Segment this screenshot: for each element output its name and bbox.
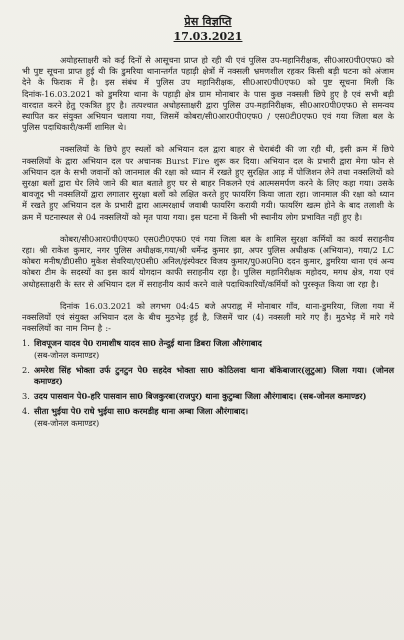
document-date: 17.03.2021 <box>173 30 243 43</box>
paragraph-encounter <box>22 144 394 222</box>
list-item-number: 1. <box>22 338 30 349</box>
list-item-text: शिवपूजन यादव पे0 रामाशीष यादव सा0 तेन्दुई थाना डिबरा जिला औरंगाबाद <box>34 338 262 349</box>
paragraph-text: दिनांक 16.03.2021 को लगभग 04:45 बजे अपराह्न में मोनाबार गाँव, थाना-डुमरिया, जिला गया में नक्सलियों एवं संयुक्त अभियान दल के बीच मुठभेड़ हुई है, जिसमें चार (4) नक्सली मारे गए हैं। मुठभेड़ में मारे गये नक्सलियों का नाम निम्न है :- <box>22 300 394 334</box>
press-release-header <box>22 10 394 43</box>
paragraph-summary <box>22 301 394 335</box>
list-item-role: (सब-जोनल कमाण्डर) <box>34 349 100 360</box>
list-item-number: 3. <box>22 391 30 402</box>
list-item-number: 2. <box>22 364 30 375</box>
killed-naxals-list <box>22 338 394 428</box>
list-item-number: 4. <box>22 406 30 417</box>
list-item <box>22 338 394 360</box>
list-item <box>22 365 394 387</box>
list-item <box>22 391 394 402</box>
paragraph-intelligence <box>22 55 394 133</box>
list-item-text: अमरेश सिंह भोक्ता उर्फ टुनटुन पे0 सहदेव भोक्ता सा0 कोठिलवा थाना बॉकेबाजार(लुटुआ) जिला गया। (जोनल कमाण्डर) <box>34 364 394 387</box>
list-item-role: (सब-जोनल कमाण्डर) <box>34 417 100 428</box>
paragraph-text: कोबरा/सी0आर0पी0एफ0 एस0टी0एफ0 एवं गया जिला बल के शामिल सुरक्षा कर्मियों का कार्य सराहनीय रहा। श्री राकेश कुमार, नगर पुलिस अधीक्षक,गया/श्री धर्मेन्द्र कुमार झा, अपर पुलिस अधीक्षक (अभियान), गया/2 LC कोबरा मनीष/डी0सी0 मुकेश सेवरिया/ए0सी0 अनिल/इंस्पेक्टर विजय कुमार/पु0अ0नि0 ददन कुमार, डुमरिया थाना एवं अन्य कोबरा टीम के सदस्यों का इस कार्य योगदान काफी सराहनीय रहा है। पुलिस महानिरीक्षक महोदय, मगध क्षेत्र, गया एवं अधोहस्ताक्षरी के स्तर से अभियान दल में सराहनीय कार्य करने वाले पदाधिकारियों/कर्मियों को पुरस्कृत किया जा रहा है। <box>22 233 394 289</box>
paragraph-appreciation <box>22 234 394 290</box>
list-item <box>22 406 394 428</box>
paragraph-text: नक्सलियों के छिपे हुए स्थलों को अभियान दल द्वारा बाहर से घेराबंदी की जा रही थी, इसी क्रम में छिपे नक्सलियों के द्वारा अभियान दल पर अचानक Burst Fire शुरू कर दिया। अभियान दल के प्रभारी द्वारा मेगा फोन से अभियान दल के सभी जवानों को जानमाल की रक्षा को ध्यान में रखते हुए सुरक्षित आड़ में पोजिशन लेने तथा नक्सलियों को सुरक्षा बलों द्वारा घेर लिये जाने की बात बताते हुए घर से बाहर निकलने एवं आत्मसमर्पण करने के लिए कहा गया। उसके बावजूद भी नक्सलियों द्वारा लगातार सुरक्षा बलों को लक्षित करते हुए फायरिंग किया जाता रहा। जानमाल की रक्षा को ध्यान में रखते हुए अभियान दल के प्रभारी द्वारा आत्मरक्षार्थ जवाबी फायरिंग करायी गयी। फायरिंग खत्म होने के बाद तलाशी के क्रम में घटनास्थल से 04 नक्सलियों को मृत पाया गया। इस घटना में किसी भी स्थानीय लोग प्रभावित नहीं हुए है। <box>22 144 394 222</box>
list-item-text: सीता भुईया पे0 राधे भुईया सा0 करमडीह थाना अम्बा जिला औरंगाबाद। <box>34 406 249 417</box>
paragraph-text: अयोहस्ताक्षरी को कई दिनों से आसूचना प्राप्त हो रही थी एवं पुलिस उप-महानिरीक्षक, सी0आर0पी0एफ0 को भी पुष्ट सूचना प्राप्त हुई थी कि डुमरिया थानान्तर्गत पहाड़ी क्षेत्रों में नक्सली भ्रमणशील रहकर किसी बड़ी घटना को अंजाम देने के फिराक में है। इस संबंध में पुलिस उप महानिरीक्षक, सी0आर0पी0एफ0 को पुष्ट सूचना मिली कि दिनांक-16.03.2021 को डुमरिया थाना के पहाड़ी क्षेत्र ग्राम मोनाबार के पास कुछ नक्सली छिपे हुए है एवं सभी बड़ी वारदात करने हेतु एकत्रित हुए है। तत्पश्चात अधोहस्ताक्षरी द्वारा पुलिस उप-महानिरीक्षक, सी0आर0पी0एफ0 से समन्वय स्थापित कर संयुक्त अभियान चलाया गया, जिसमें कोबरा/सी0आर0पी0एफ0 / एस0टी0एफ0 एवं गया जिला बल के पुलिस पदाधिकारी/कर्मी शामिल थे। <box>22 55 394 133</box>
list-item-text: उदय पासवान पे0-हरि पासवान सा0 बिजकुरबा(राजपुर) थाना कुटुम्बा जिला औरंगाबाद। (सब-जोनल कमाण्डर) <box>34 391 367 402</box>
document-title: प्रेस विज्ञप्ति <box>184 15 232 28</box>
